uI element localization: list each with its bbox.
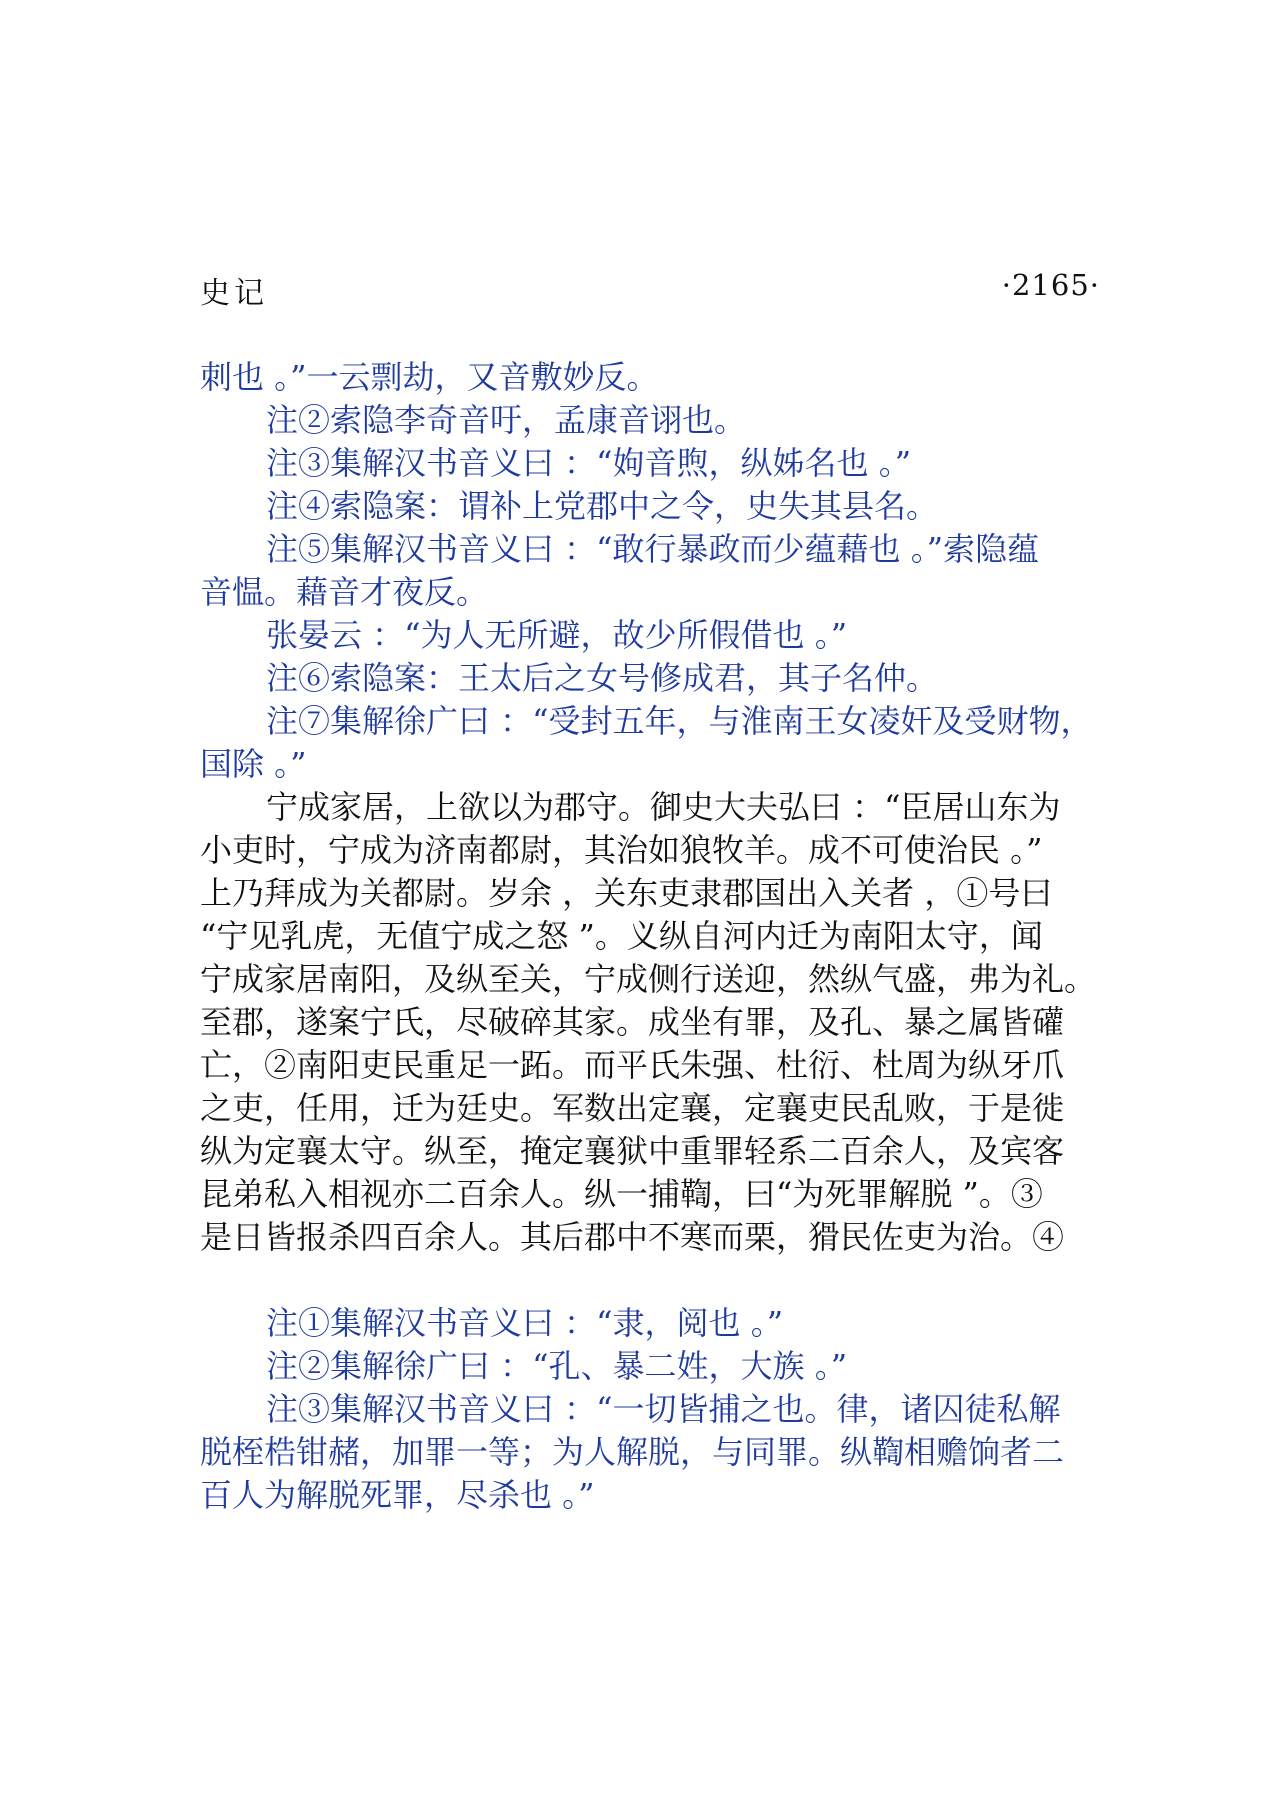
running-head xyxy=(200,268,1100,311)
page-number: ·2165· xyxy=(1001,268,1100,302)
main-text-line: 昆弟私入相视亦二百余人。纵一捕鞫，曰“为死罪解脱 ”。③ xyxy=(200,1175,1043,1213)
book-title: 史记 xyxy=(200,276,268,311)
note-line: 刺也 。”一云剽劫，又音敷妙反。 xyxy=(200,358,659,396)
main-text-line: “宁见乳虎，无值宁成之怒 ”。义纵自河内迁为南阳太守，闻 xyxy=(200,917,1043,955)
note-line: 注③集解汉书音义曰 ：“姁音煦，纵姊名也 。” xyxy=(266,444,912,482)
main-text-line: 小吏时，宁成为济南都尉，其治如狼牧羊。成不可使治民 。” xyxy=(200,831,1043,869)
note-line: 百人为解脱死罪，尽杀也 。” xyxy=(200,1476,595,1514)
main-text-line: 至郡，遂案宁氏，尽破碎其家。成坐有罪，及孔、暴之属皆礶 xyxy=(200,1003,1065,1041)
note-line: 脱桎梏钳赭，加罪一等；为人解脱，与同罪。纵鞫相赡饷者二 xyxy=(200,1433,1065,1471)
note-line: 注②集解徐广曰 ：“孔、暴二姓，大族 。” xyxy=(266,1347,848,1385)
section-gap xyxy=(200,1259,1100,1302)
note-line: 音愠。藉音才夜反。 xyxy=(200,573,489,611)
note-line: 注⑦集解徐广曰 ：“受封五年，与淮南王女凌奸及受财物， xyxy=(266,702,1093,740)
page-body xyxy=(200,356,1100,1517)
main-text-line: 宁成家居南阳，及纵至关，宁成侧行送迎，然纵气盛，弗为礼。 xyxy=(200,960,1097,998)
main-text-line: 宁成家居，上欲以为郡守。御史大夫弘曰 ：“臣居山东为 xyxy=(266,788,1061,826)
note-line: 注③集解汉书音义曰 ：“一切皆捕之也。律，诸囚徒私解 xyxy=(266,1390,1061,1428)
note-line: 注①集解汉书音义曰 ：“隶，阅也 。” xyxy=(266,1304,784,1342)
note-line: 国除 。” xyxy=(200,745,307,783)
note-line: 注②索隐李奇音吁，孟康音诩也。 xyxy=(266,401,747,439)
note-line: 张晏云 ：“为人无所避，故少所假借也 。” xyxy=(266,616,848,654)
main-text-line: 之吏，任用，迁为廷史。军数出定襄，定襄吏民乱败，于是徙 xyxy=(200,1089,1065,1127)
main-text-line: 上乃拜成为关都尉。岁余 ，关东吏隶郡国出入关者 ，①号曰 xyxy=(200,874,1053,912)
main-text-line: 纵为定襄太守。纵至，掩定襄狱中重罪轻系二百余人，及宾客 xyxy=(200,1132,1065,1170)
main-text-line: 亡，②南阳吏民重足一跖。而平氏朱强、杜衍、杜周为纵牙爪 xyxy=(200,1046,1065,1084)
note-line: 注⑤集解汉书音义曰 ：“敢行暴政而少蕴藉也 。”索隐蕴 xyxy=(266,530,1040,568)
note-line: 注⑥索隐案：王太后之女号修成君，其子名仲。 xyxy=(266,659,939,697)
note-line: 注④索隐案：谓补上党郡中之令，史失其县名。 xyxy=(266,487,939,525)
book-page xyxy=(200,0,1100,1795)
main-text-line: 是日皆报杀四百余人。其后郡中不寒而栗，猾民佐吏为治。④ xyxy=(200,1218,1065,1256)
